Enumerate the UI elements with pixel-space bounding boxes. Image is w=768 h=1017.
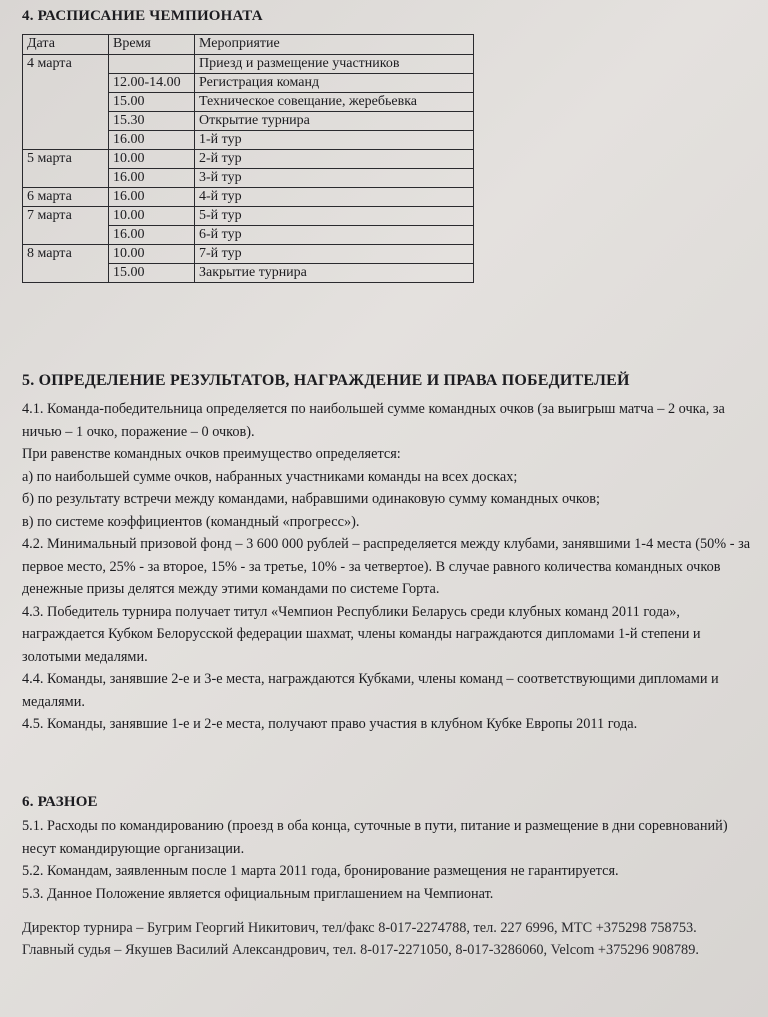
event-cell: 5-й тур [195,207,474,226]
schedule-table [22,34,474,283]
event-cell: 2-й тур [195,150,474,169]
director-contact: Директор турнира – Бугрим Георгий Никитович, тел/факс 8-017-2274788, тел. 227 6996, МТС +375298 758753. [22,920,697,936]
time-cell: 15.00 [109,93,195,112]
time-cell: 16.00 [109,226,195,245]
section-5-body [22,398,752,736]
paragraph: 4.5. Команды, занявшие 1-е и 2-е места, получают право участия в клубном Кубке Европы 2011 года. [22,716,638,732]
time-cell [109,55,195,74]
paragraph: 5.2. Командам, заявленным после 1 марта 2011 года, бронирование размещения не гарантируется. [22,863,619,879]
date-cell: 6 марта [23,188,109,207]
header-time: Время [109,35,195,55]
event-cell: Открытие турнира [195,112,474,131]
section-6-title: 6. РАЗНОЕ [22,794,98,810]
event-cell: 6-й тур [195,226,474,245]
event-cell: 1-й тур [195,131,474,150]
paragraph: При равенстве командных очков преимущество определяется: [22,446,401,462]
time-cell: 10.00 [109,150,195,169]
paragraph: 5.3. Данное Положение является официальным приглашением на Чемпионат. [22,885,494,902]
paragraph: 4.4. Команды, занявшие 2-е и 3-е места, награждаются Кубками, члены команд – соответствующими дипломами и медалями. [22,671,719,710]
paragraph: 4.3. Победитель турнира получает титул «Чемпион Республики Беларусь среди клубных команд 2011 года», награждается Кубком Белорусской федерации шахмат, члены команды награждаются дипломами 1-й степени и золотыми медалями. [22,603,701,665]
time-cell: 15.00 [109,264,195,283]
event-cell: 4-й тур [195,188,474,207]
header-date: Дата [23,35,109,55]
time-cell: 10.00 [109,207,195,226]
paragraph: 4.2. Минимальный призовой фонд – 3 600 000 рублей – распределяется между клубами, занявшими 1-4 места (50% - за первое место, 25% - за второе, 15% - за третье, 10% - за четвертое). В случае равного количества командных очков денежные призы делятся между этими командами по системе Горта. [22,536,751,597]
paragraph: б) по результату встречи между командами, набравшими одинаковую сумму командных очков; [22,491,601,507]
time-cell: 12.00-14.00 [109,74,195,93]
time-cell: 16.00 [109,169,195,188]
time-cell: 10.00 [109,245,195,264]
event-cell: 3-й тур [195,169,474,188]
table-header-row [23,35,474,55]
table-row [23,150,474,169]
date-cell: 7 марта [23,207,109,245]
time-cell: 16.00 [109,131,195,150]
paragraph: в) по системе коэффициентов (командный «прогресс»). [22,513,360,530]
date-cell: 8 марта [23,245,109,283]
judge-contact: Главный судья – Якушев Василий Александрович, тел. 8-017-2271050, 8-017-3286060, Velcom +375296 908789. [22,942,699,958]
table-row [23,207,474,226]
date-cell: 5 марта [23,150,109,188]
event-cell: Техническое совещание, жеребьевка [195,93,474,112]
event-cell: Приезд и размещение участников [195,55,474,74]
time-cell: 16.00 [109,188,195,207]
event-cell: Закрытие турнира [195,264,474,283]
event-cell: Регистрация команд [195,74,474,93]
section-4-title: 4. РАСПИСАНИЕ ЧЕМПИОНАТА [22,8,263,24]
table-row [23,55,474,74]
event-cell: 7-й тур [195,245,474,264]
header-event: Мероприятие [195,35,474,55]
time-cell: 15.30 [109,112,195,131]
table-row [23,188,474,207]
section-5-title: 5. ОПРЕДЕЛЕНИЕ РЕЗУЛЬТАТОВ, НАГРАЖДЕНИЕ И ПРАВА ПОБЕДИТЕЛЕЙ [22,372,630,389]
paragraph: 4.1. Команда-победительница определяется по наибольшей сумме командных очков (за выигрыш матча – 2 очка, за ничью – 1 очко, поражение – 0 очков). [22,401,725,440]
section-6-body [22,815,752,905]
table-row [23,245,474,264]
date-cell: 4 марта [23,55,109,150]
paragraph: 5.1. Расходы по командированию (проезд в оба конца, суточные в пути, питание и размещение в дни соревнований) несут командирующие организации. [22,818,728,857]
contacts-block [22,917,742,961]
paragraph: а) по наибольшей сумме очков, набранных участниками команды на всех досках; [22,468,518,485]
